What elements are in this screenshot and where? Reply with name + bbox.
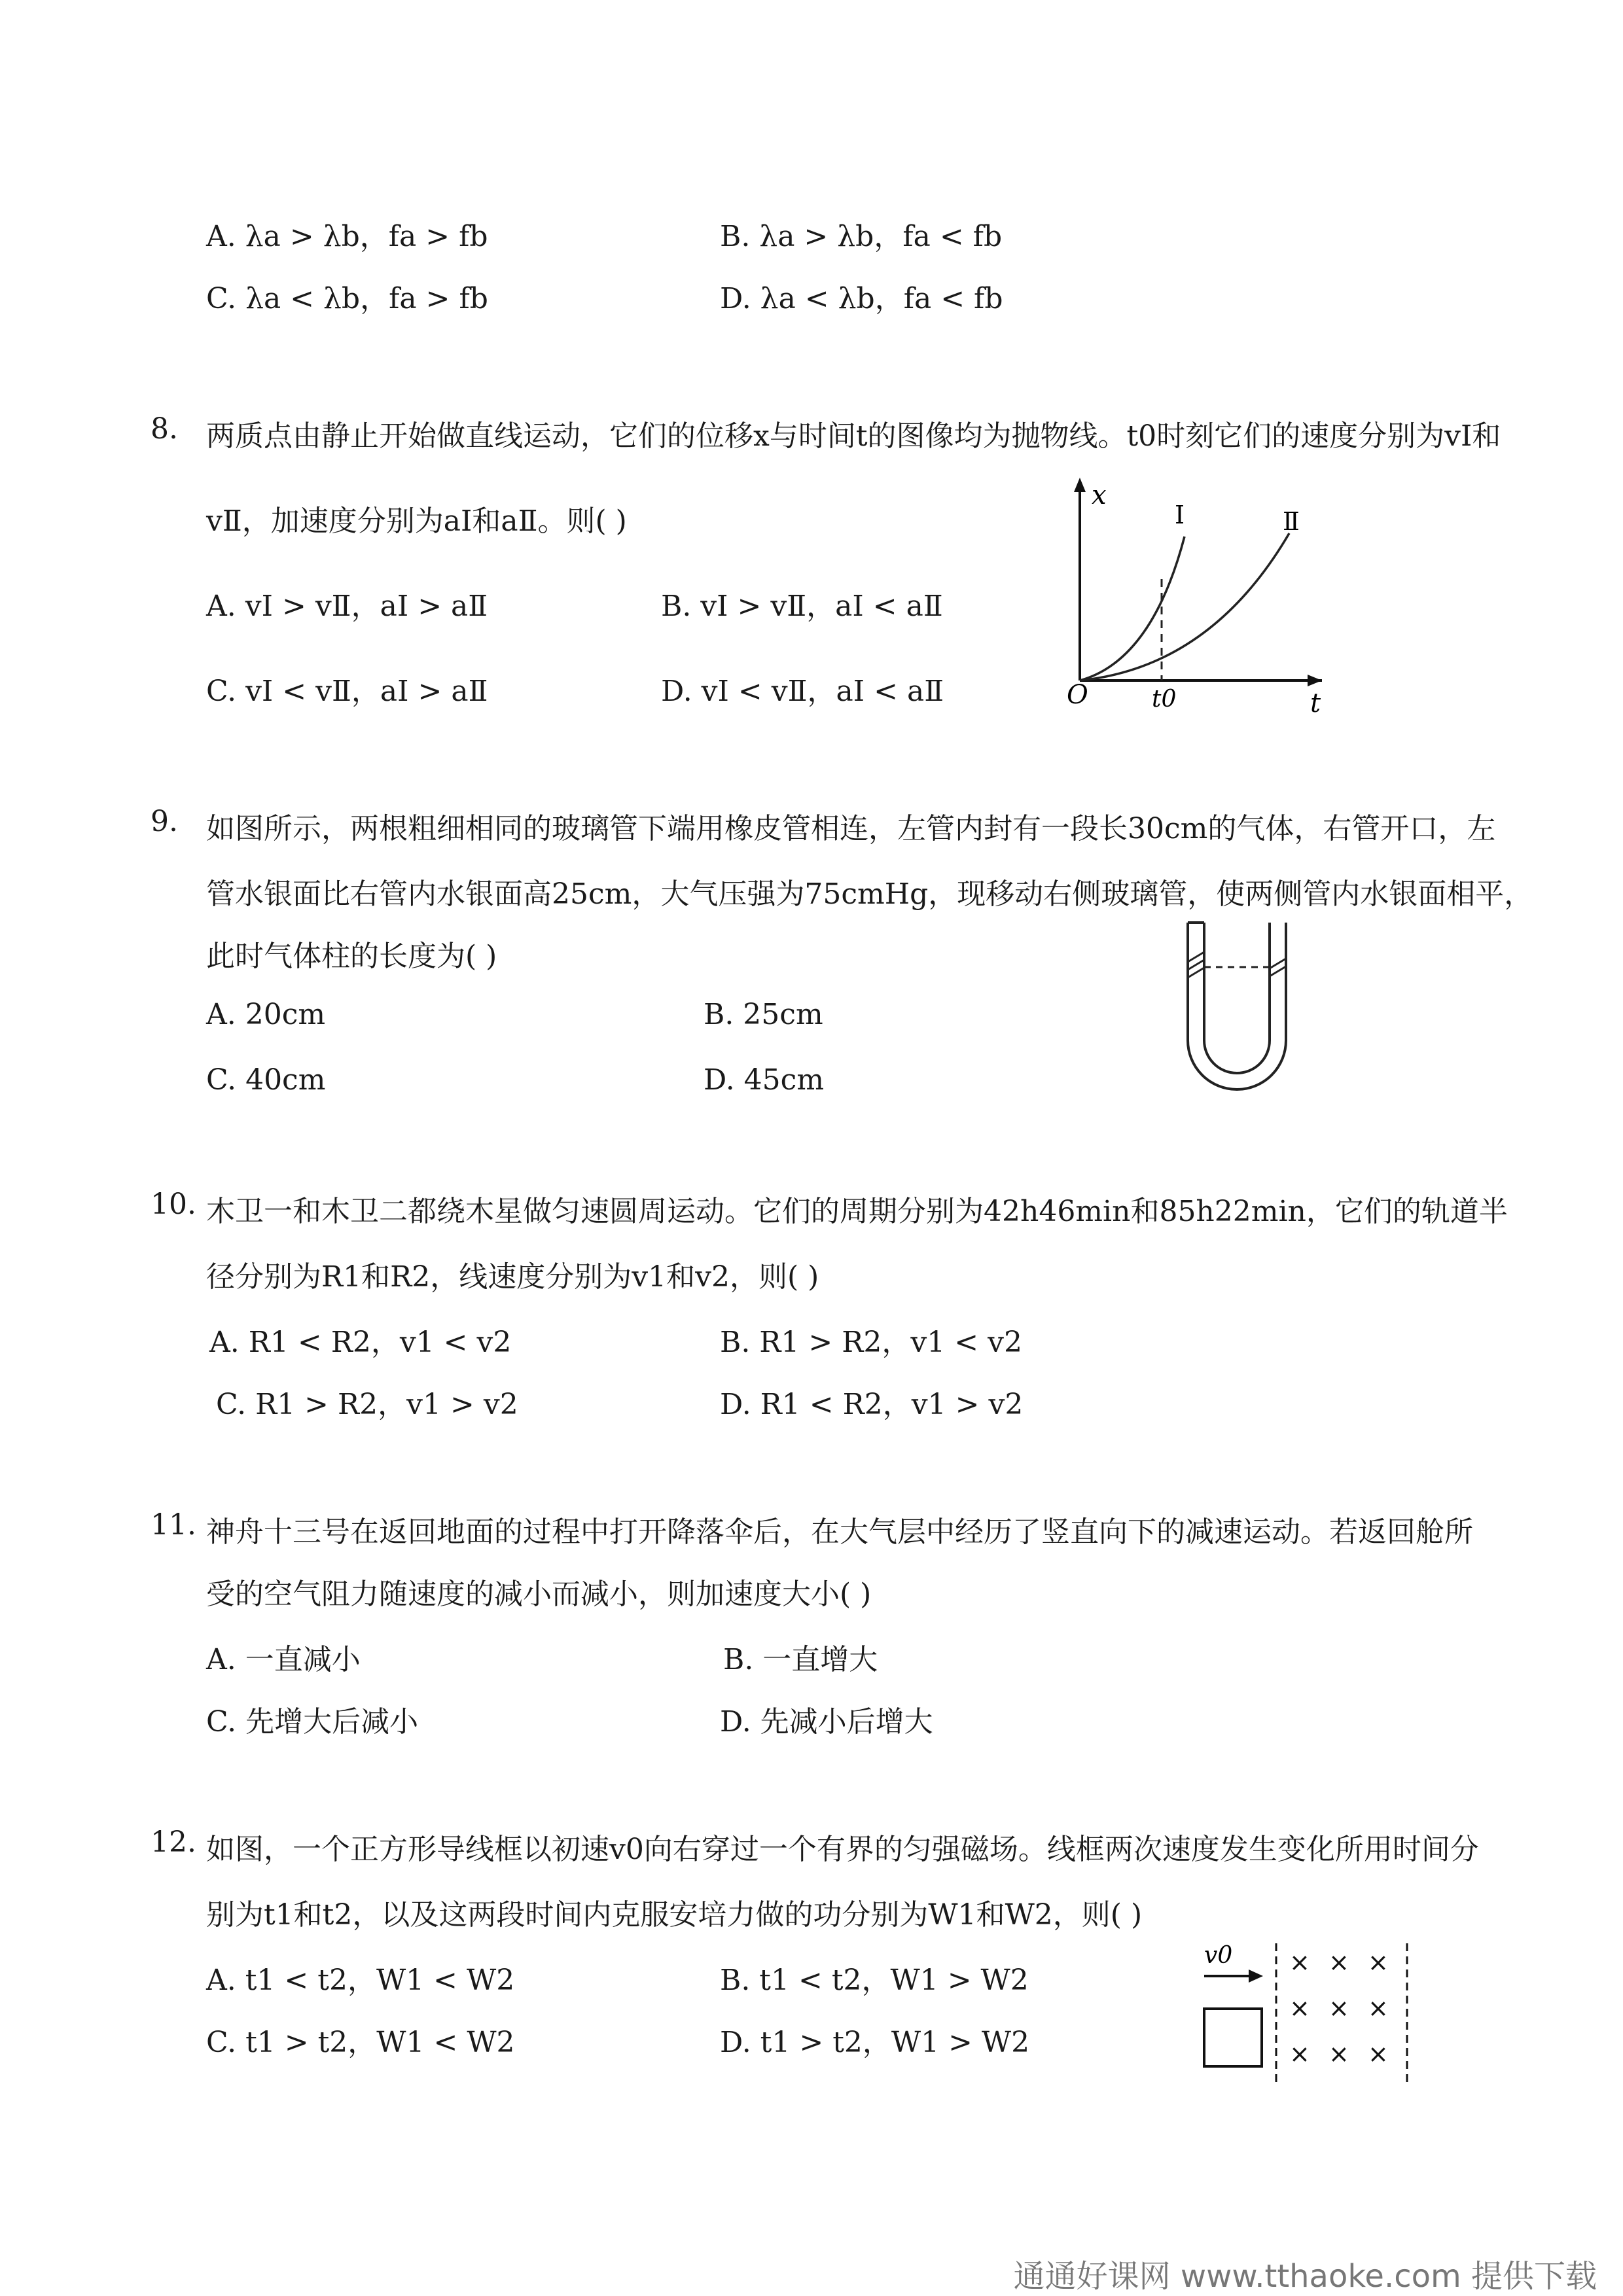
x-axis-label: x [1092,480,1107,510]
velocity-arrow-icon [1249,1969,1263,1983]
q11-option-c: C. 先增大后减小 [206,1705,419,1739]
q12-option-d: D. t1 > t2，W1 > W2 [720,2026,1030,2059]
u-tube-inner [1204,923,1270,1073]
q9-stem-line-1: 如图所示，两根粗细相同的玻璃管下端用橡皮管相连，左管内封有一段长30cm的气体，右管开口，左 [206,812,1496,845]
q9-u-tube-figure [1178,916,1296,1093]
q8-option-b: B. vⅠ > vⅡ，aⅠ < aⅡ [661,590,943,623]
svg-text:×: × [1329,1948,1349,1977]
svg-text:×: × [1329,2040,1349,2068]
question-number: 10. [151,1188,196,1221]
q10-option-d: D. R1 < R2，v1 > v2 [720,1388,1024,1421]
q8-option-d: D. vⅠ < vⅡ，aⅠ < aⅡ [661,675,944,708]
q10-option-a: A. R1 < R2，v1 < v2 [209,1326,512,1359]
x-axis-arrow-icon [1074,478,1086,492]
right-hatch [1270,959,1286,976]
q8-xt-graph [1041,471,1329,720]
q10-stem-line-2: 径分别为R1和R2，线速度分别为v1和v2，则( ) [206,1260,819,1294]
svg-text:×: × [1368,1994,1389,2022]
t-axis-label: t [1310,688,1321,718]
q10-stem-line-1: 木卫一和木卫二都绕木星做匀速圆周运动。它们的周期分别为42h46min和85h22min，它们的轨道半 [206,1195,1508,1228]
field-cross-marks [1289,1948,1389,2068]
v0-label: v0 [1204,1942,1233,1969]
q11-option-a: A. 一直减小 [206,1643,361,1676]
q12-stem-line-1: 如图，一个正方形导线框以初速v0向右穿过一个有界的匀强磁场。线框两次速度发生变化所用时间分 [206,1833,1479,1866]
q10-option-c: C. R1 > R2，v1 > v2 [216,1388,518,1421]
t-axis-arrow-icon [1308,675,1322,686]
svg-text:×: × [1289,2040,1310,2068]
curve-2-label: Ⅱ [1283,507,1300,536]
left-hatch [1188,952,1204,978]
square-loop [1204,2009,1262,2066]
q11-option-b: B. 一直增大 [723,1643,878,1676]
curve-1 [1080,537,1185,680]
footer-watermark: 通通好课网 www.tthaoke.com 提供下载 [1013,2258,1597,2295]
q12-stem-line-2: 别为t1和t2，以及这两段时间内克服安培力做的功分别为W1和W2，则( ) [206,1898,1143,1932]
origin-label: O [1067,680,1088,710]
q9-stem-line-2: 管水银面比右管内水银面高25cm，大气压强为75cmHg，现移动右侧玻璃管，使两侧管内水银面相平， [206,877,1533,911]
question-number: 8. [151,412,178,446]
q8-stem-line-2: vⅡ，加速度分别为aⅠ和aⅡ。则( ) [206,504,627,538]
q9-option-b: B. 25cm [704,998,823,1031]
svg-text:×: × [1289,1948,1310,1977]
u-tube-outer [1188,923,1286,1089]
q12-option-b: B. t1 < t2，W1 > W2 [720,1964,1029,1997]
q9-option-a: A. 20cm [206,998,326,1031]
q7-option-d: D. λa < λb，fa < fb [720,282,1003,315]
question-number: 9. [151,805,178,838]
curve-2 [1080,533,1289,680]
q12-option-c: C. t1 > t2，W1 < W2 [206,2026,515,2059]
t0-label: t0 [1152,686,1177,713]
q7-option-b: B. λa > λb，fa < fb [720,220,1003,253]
question-number: 11. [151,1508,196,1542]
q9-option-c: C. 40cm [206,1063,326,1097]
q9-stem-line-3: 此时气体柱的长度为( ) [206,940,497,973]
svg-text:×: × [1329,1994,1349,2022]
q8-stem-line-1: 两质点由静止开始做直线运动，它们的位移x与时间t的图像均为抛物线。t0时刻它们的速度分别为vⅠ和 [206,419,1501,453]
q11-stem-line-1: 神舟十三号在返回地面的过程中打开降落伞后，在大气层中经历了竖直向下的减速运动。若返回舱所 [206,1515,1473,1549]
q8-option-a: A. vⅠ > vⅡ，aⅠ > aⅡ [206,590,488,623]
svg-text:×: × [1368,2040,1389,2068]
q12-option-a: A. t1 < t2，W1 < W2 [206,1964,515,1997]
q7-option-a: A. λa > λb，fa > fb [206,220,488,253]
q11-option-d: D. 先减小后增大 [720,1705,933,1739]
q8-option-c: C. vⅠ < vⅡ，aⅠ > aⅡ [206,675,488,708]
q9-option-d: D. 45cm [704,1063,825,1097]
q10-option-b: B. R1 > R2，v1 < v2 [720,1326,1022,1359]
q12-magnetic-field-figure [1198,1937,1420,2094]
svg-text:×: × [1368,1948,1389,1977]
question-number: 12. [151,1826,196,1859]
curve-1-label: Ⅰ [1175,501,1185,529]
q11-stem-line-2: 受的空气阻力随速度的减小而减小，则加速度大小( ) [206,1578,872,1611]
q7-option-c: C. λa < λb，fa > fb [206,282,488,315]
svg-text:×: × [1289,1994,1310,2022]
